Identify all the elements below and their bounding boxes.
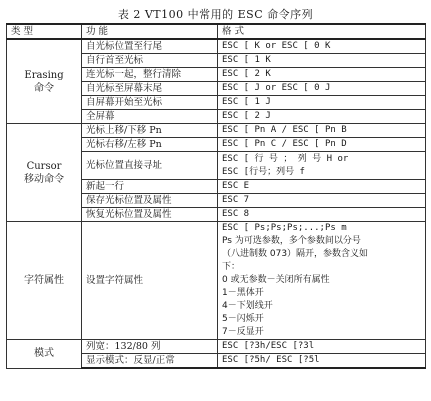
table-row (7, 39, 426, 54)
format-line: 下： (222, 262, 241, 272)
format-cell: ESC [ 1 K (218, 54, 426, 68)
format-line: Ps 为可选参数，多个参数间以分号 (222, 236, 361, 246)
format-cell (218, 152, 426, 180)
format-cell: ESC [ Pn C / ESC [ Pn D (218, 138, 426, 152)
function-cell: 恢复光标位置及属性 (82, 208, 218, 222)
function-cell: 自光标位置至行尾 (82, 39, 218, 54)
format-cell: ESC [ 1 J (218, 96, 426, 110)
function-cell: 自屏幕开始至光标 (82, 96, 218, 110)
format-cell (218, 222, 426, 340)
format-cell: ESC [ 2 J (218, 110, 426, 124)
category-cursor (7, 124, 82, 222)
format-cell: ESC [ J or ESC [ 0 J (218, 82, 426, 96)
format-line: 7－反显开 (222, 327, 264, 337)
table-header-row (7, 24, 426, 39)
function-cell: 新起一行 (82, 180, 218, 194)
format-cell: ESC [ Pn A / ESC [ Pn B (218, 124, 426, 138)
header-type: 类 型 (7, 24, 82, 39)
format-cell: ESC [ K or ESC [ 0 K (218, 39, 426, 54)
function-cell: 光标上移/下移 Pn (82, 124, 218, 138)
table-row (7, 124, 426, 138)
function-cell: 自光标至屏幕末尾 (82, 82, 218, 96)
function-cell: 保存光标位置及属性 (82, 194, 218, 208)
format-line: ESC [ 行 号 ； 列 号 H or (222, 154, 349, 164)
format-cell: ESC [ 2 K (218, 68, 426, 82)
table-row (7, 340, 426, 354)
format-line: 5－闪烁开 (222, 314, 264, 324)
function-cell: 光标位置直接寻址 (82, 152, 218, 180)
function-cell: 连光标一起，整行清除 (82, 68, 218, 82)
format-cell: ESC E (218, 180, 426, 194)
header-function: 功 能 (82, 24, 218, 39)
format-cell: ESC [?3h/ESC [?3l (218, 340, 426, 354)
category-mode: 模式 (7, 340, 82, 369)
function-cell: 自行首至光标 (82, 54, 218, 68)
function-cell: 列宽：132/80 列 (82, 340, 218, 354)
function-cell: 显示模式：反显/正常 (82, 354, 218, 369)
header-format: 格 式 (218, 24, 426, 39)
function-cell: 光标右移/左移 Pn (82, 138, 218, 152)
category-cursor-zh: 移动命令 (24, 173, 64, 185)
category-sgr: 字符属性 (7, 222, 82, 340)
format-line: ESC [ Ps;Ps;Ps;...;Ps m (222, 223, 347, 233)
function-cell: 全屏幕 (82, 110, 218, 124)
format-line: 0 或无参数－关闭所有属性 (222, 275, 330, 285)
category-erasing-en: Erasing (24, 69, 64, 81)
format-line: ESC [行号；列号 f (222, 166, 305, 177)
category-erasing (7, 39, 82, 124)
table-title: 表 2 VT100 中常用的 ESC 命令序列 (117, 8, 314, 21)
format-line: 4－下划线开 (222, 301, 273, 311)
format-cell: ESC [?5h/ ESC [?5l (218, 354, 426, 369)
format-line: 1－黑体开 (222, 288, 264, 298)
esc-command-table (6, 23, 426, 369)
format-line: （八进制数 073）隔开，参数含义如 (222, 249, 369, 259)
format-cell: ESC 7 (218, 194, 426, 208)
function-cell: 设置字符属性 (82, 222, 218, 340)
category-cursor-en: Cursor (26, 160, 62, 172)
category-erasing-zh: 命令 (34, 82, 54, 94)
format-cell: ESC 8 (218, 208, 426, 222)
table-row (7, 222, 426, 340)
